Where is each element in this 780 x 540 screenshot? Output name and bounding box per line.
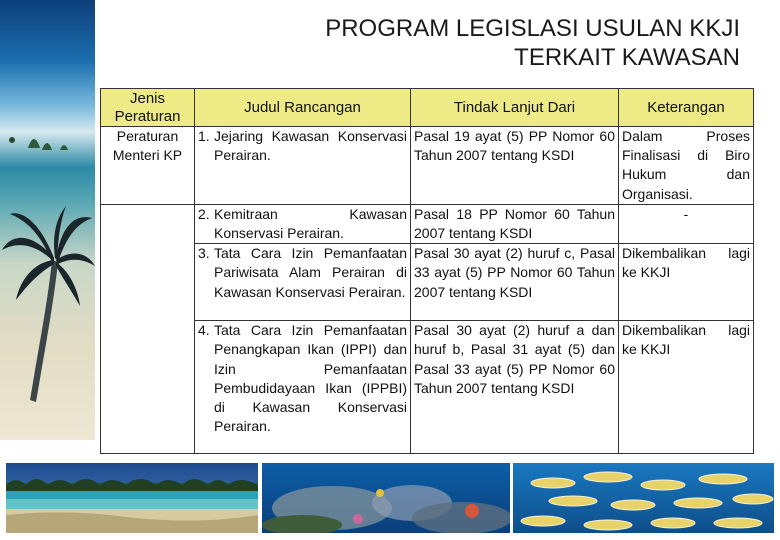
judul-text: Jejaring Kawasan Konservasi Perairan.: [214, 128, 407, 164]
table-row: [101, 321, 754, 454]
table-header-row: [101, 89, 754, 127]
keterangan-cell: Dikembalikan lagi ke KKJI: [619, 244, 754, 321]
table-row: [101, 244, 754, 321]
row-number: 2.: [198, 205, 210, 222]
slide-title: [220, 14, 740, 72]
beach-photo: [6, 463, 258, 533]
jenis-peraturan-cell: Peraturan Menteri KP: [101, 127, 195, 205]
keterangan-cell: -: [619, 204, 754, 243]
row-number: 1.: [198, 128, 210, 144]
palm-tree-image: [0, 0, 95, 440]
tindak-lanjut-cell: Pasal 18 PP Nomor 60 Tahun 2007 tentang KSDI: [411, 204, 619, 243]
jenis-empty-cell: [101, 204, 195, 453]
keterangan-cell: Dikembalikan lagi ke KKJI: [619, 321, 754, 454]
judul-cell: [195, 204, 411, 243]
judul-text: Kemitraan Kawasan Konservasi Perairan.: [214, 205, 407, 242]
coral-reef-photo: [262, 463, 510, 533]
header-keterangan: Keterangan: [619, 89, 754, 127]
judul-cell: [195, 127, 411, 205]
judul-cell: [195, 244, 411, 321]
title-line-2: TERKAIT KAWASAN: [514, 44, 740, 71]
header-judul-rancangan: Judul Rancangan: [195, 89, 411, 127]
judul-text: Tata Cara Izin Pemanfaatan Pariwisata Alam Perairan di Kawasan Konservasi Perairan.: [214, 245, 407, 300]
table-row: [101, 204, 754, 243]
tindak-lanjut-cell: Pasal 30 ayat (2) huruf a dan huruf b, Pasal 31 ayat (5) dan Pasal 33 ayat (5) PP Nomor 60 Tahun 2007 tentang KSDI: [411, 321, 619, 454]
beach-image: [6, 463, 258, 533]
beach-palm-photo: [0, 0, 95, 440]
coral-image: [262, 463, 510, 533]
fish-image: [513, 463, 774, 533]
row-number: 4.: [198, 322, 210, 339]
table-row: [101, 127, 754, 205]
row-number: 3.: [198, 245, 210, 262]
title-line-1: PROGRAM LEGISLASI USULAN KKJI: [325, 15, 740, 42]
legislation-table: [100, 88, 754, 454]
judul-cell: [195, 321, 411, 454]
header-jenis-peraturan: Jenis Peraturan: [101, 89, 195, 127]
judul-text: Tata Cara Izin Pemanfaatan Penangkapan Ikan (IPPI) dan Izin Pemanfaatan Pembudidayaan Ikan (IPPBI) di Kawasan Konservasi Perairan.: [214, 322, 407, 435]
keterangan-cell: Dalam Proses Finalisasi di Biro Hukum dan Organisasi.: [619, 127, 754, 205]
tindak-lanjut-cell: Pasal 19 ayat (5) PP Nomor 60 Tahun 2007 tentang KSDI: [411, 127, 619, 205]
header-tindak-lanjut: Tindak Lanjut Dari: [411, 89, 619, 127]
tindak-lanjut-cell: Pasal 30 ayat (2) huruf c, Pasal 33 ayat (5) PP Nomor 60 Tahun 2007 tentang KSDI: [411, 244, 619, 321]
fish-school-photo: [513, 463, 774, 533]
